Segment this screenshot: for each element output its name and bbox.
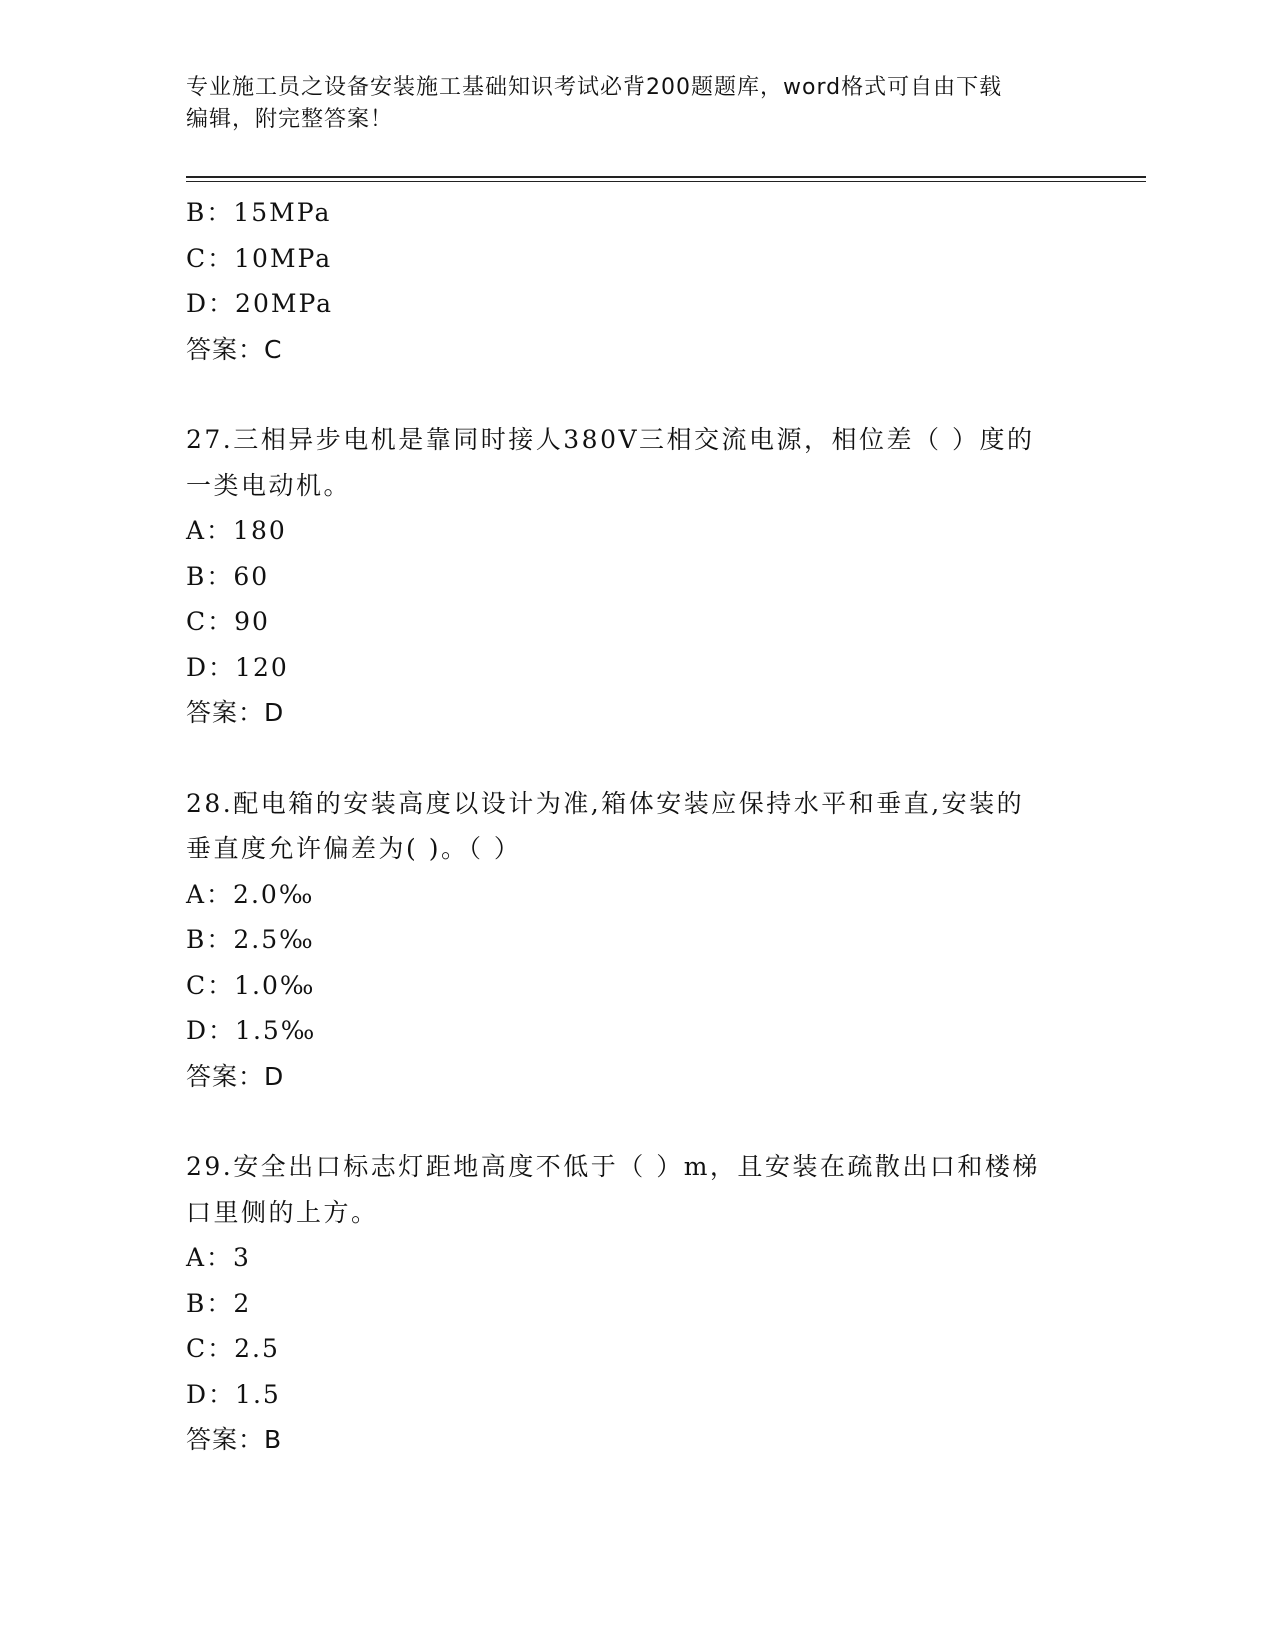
option-d: D：120 (186, 652, 289, 682)
option-d: D：20MPa (186, 289, 334, 318)
document-header (186, 72, 1066, 136)
question-stem-line-1: 29.安全出口标志灯距地高度不低于（ ）m，且安装在疏散出口和楼梯 (186, 1152, 1040, 1181)
question-stem-line-1: 27.三相异步电机是靠同时接人380V三相交流电源，相位差（ ）度的 (186, 425, 1035, 454)
header-divider-thin (186, 181, 1146, 182)
question-stem-line-1: 28.配电箱的安装高度以设计为准,箱体安装应保持水平和垂直,安装的 (186, 788, 1025, 818)
answer: 答案：C (186, 334, 283, 364)
option-a: A：3 (186, 1243, 251, 1272)
header-title-line-1: 专业施工员之设备安装施工基础知识考试必背200题题库，word格式可自由下载 (186, 75, 1003, 100)
option-b: B：2 (186, 1288, 252, 1318)
option-b: B：15MPa (186, 198, 332, 227)
option-d: D：1.5 (186, 1379, 281, 1409)
question-list (186, 190, 1086, 1463)
option-a: A：2.0‰ (186, 879, 315, 909)
question-28 (186, 781, 1086, 1100)
option-b: B：60 (186, 561, 270, 591)
answer: 答案：D (186, 698, 285, 727)
question-stem-line-2: 一类电动机。 (186, 470, 352, 500)
answer: 答案：D (186, 1061, 285, 1091)
question-stem-line-2: 垂直度允许偏差为( )。（ ） (186, 834, 522, 863)
answer: 答案：B (186, 1425, 283, 1454)
option-b: B：2.5‰ (186, 925, 315, 954)
option-c: C：10MPa (186, 243, 333, 273)
header-divider-thick (186, 176, 1146, 178)
question-27 (186, 417, 1086, 736)
header-title-line-2: 编辑，附完整答案！ (186, 107, 394, 132)
question-29 (186, 1144, 1086, 1463)
option-c: C：2.5 (186, 1334, 280, 1363)
option-c: C：90 (186, 607, 270, 636)
option-d: D：1.5‰ (186, 1016, 317, 1045)
option-c: C：1.0‰ (186, 970, 316, 1000)
question-stem-line-2: 口里侧的上方。 (186, 1197, 379, 1227)
option-a: A：180 (186, 516, 287, 545)
question-26 (186, 190, 1086, 372)
